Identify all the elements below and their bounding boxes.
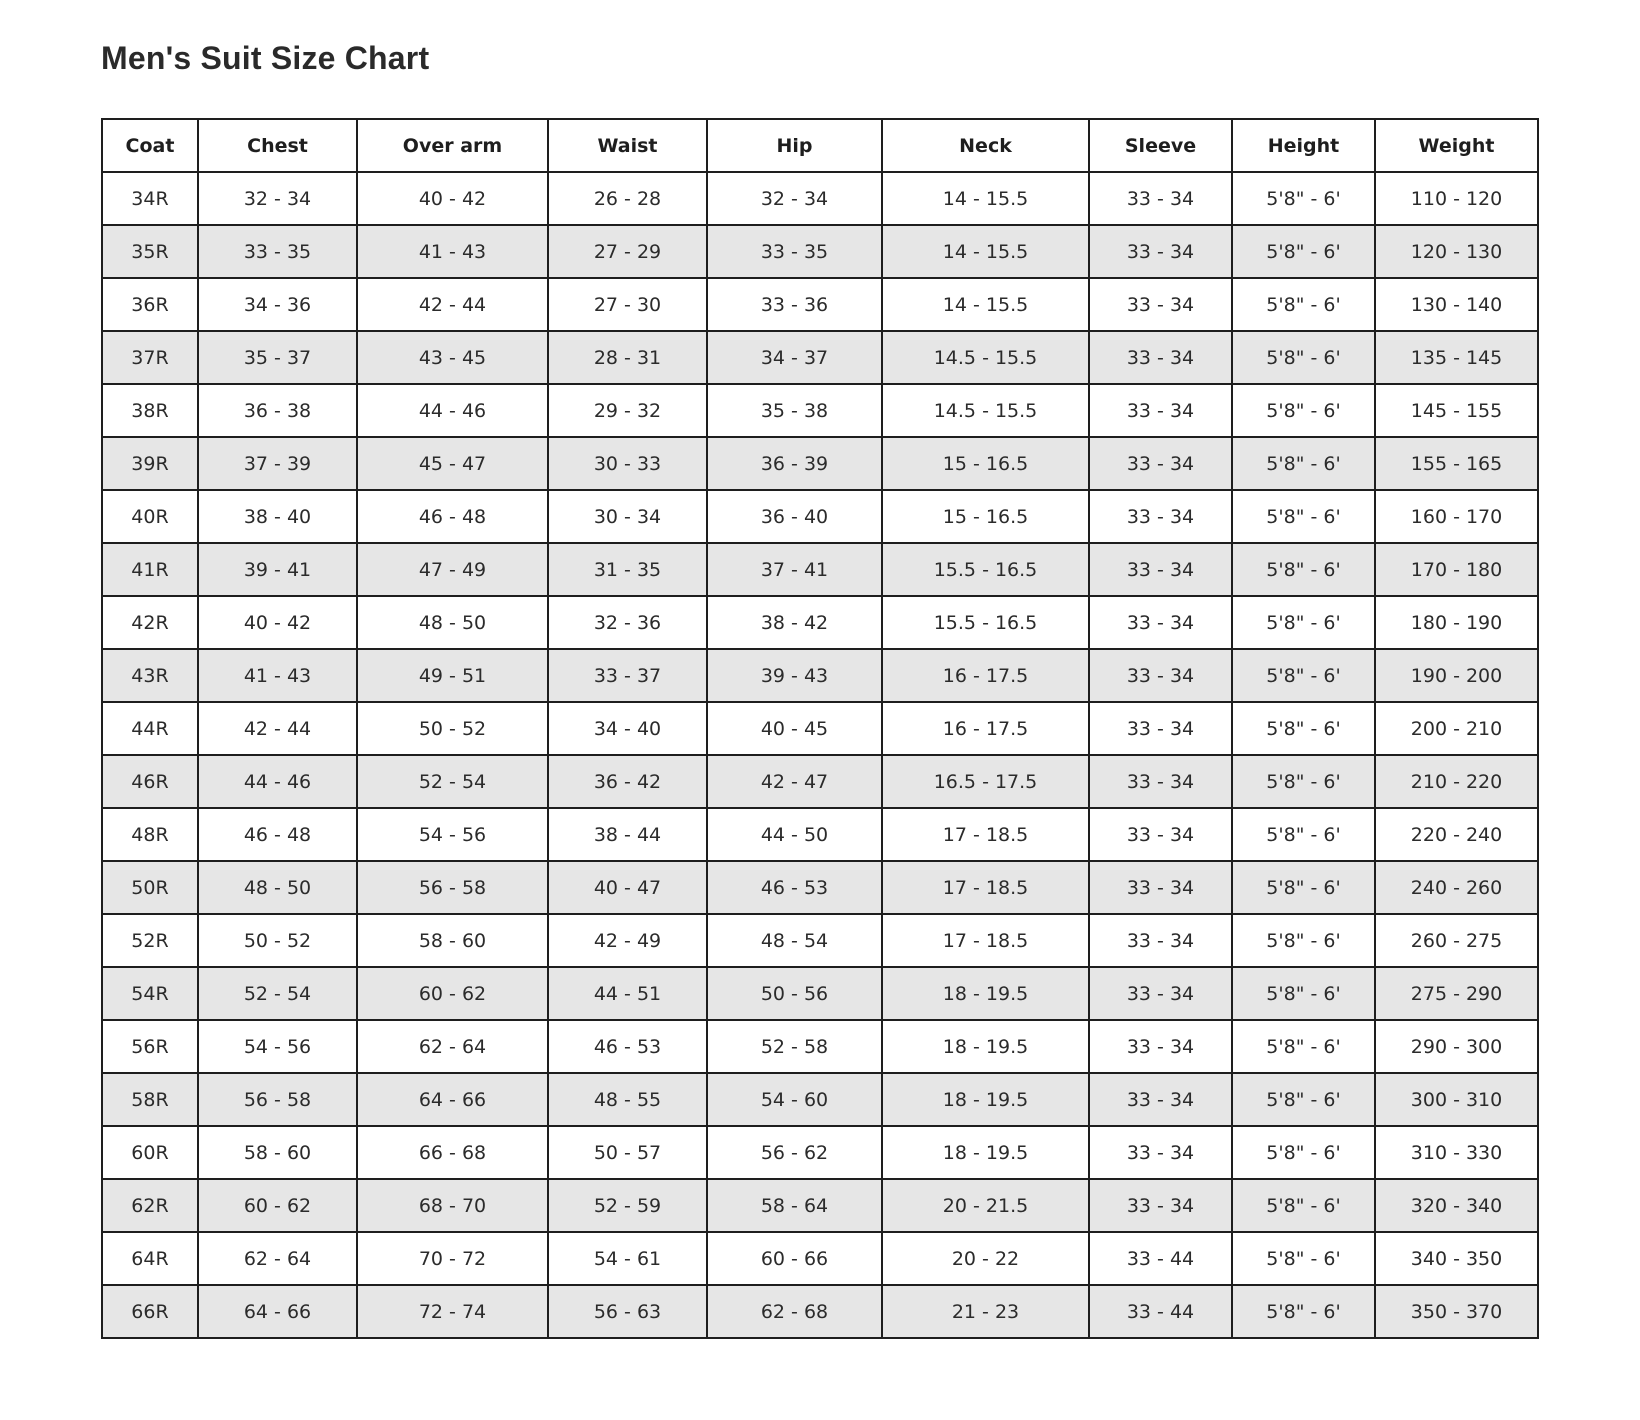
- cell-weight: 340 - 350: [1375, 1232, 1538, 1285]
- cell-coat: 36R: [102, 278, 198, 331]
- table-row: [102, 225, 1538, 278]
- cell-hip: 39 - 43: [707, 649, 882, 702]
- column-header-waist: Waist: [548, 119, 707, 172]
- cell-chest: 58 - 60: [198, 1126, 357, 1179]
- cell-hip: 54 - 60: [707, 1073, 882, 1126]
- cell-hip: 50 - 56: [707, 967, 882, 1020]
- cell-neck: 18 - 19.5: [882, 1073, 1089, 1126]
- cell-over-arm: 54 - 56: [357, 808, 548, 861]
- cell-waist: 38 - 44: [548, 808, 707, 861]
- table-body: [102, 172, 1538, 1338]
- table-row: [102, 967, 1538, 1020]
- cell-waist: 44 - 51: [548, 967, 707, 1020]
- cell-sleeve: 33 - 34: [1089, 596, 1232, 649]
- cell-sleeve: 33 - 34: [1089, 1020, 1232, 1073]
- cell-coat: 58R: [102, 1073, 198, 1126]
- cell-sleeve: 33 - 34: [1089, 1179, 1232, 1232]
- cell-sleeve: 33 - 34: [1089, 172, 1232, 225]
- cell-weight: 300 - 310: [1375, 1073, 1538, 1126]
- cell-coat: 46R: [102, 755, 198, 808]
- cell-weight: 180 - 190: [1375, 596, 1538, 649]
- cell-over-arm: 43 - 45: [357, 331, 548, 384]
- cell-hip: 40 - 45: [707, 702, 882, 755]
- cell-hip: 36 - 39: [707, 437, 882, 490]
- cell-coat: 52R: [102, 914, 198, 967]
- cell-waist: 50 - 57: [548, 1126, 707, 1179]
- cell-sleeve: 33 - 34: [1089, 649, 1232, 702]
- cell-coat: 56R: [102, 1020, 198, 1073]
- cell-sleeve: 33 - 34: [1089, 808, 1232, 861]
- cell-weight: 260 - 275: [1375, 914, 1538, 967]
- cell-hip: 44 - 50: [707, 808, 882, 861]
- cell-weight: 290 - 300: [1375, 1020, 1538, 1073]
- cell-height: 5'8" - 6': [1232, 490, 1375, 543]
- table-row: [102, 1232, 1538, 1285]
- cell-waist: 40 - 47: [548, 861, 707, 914]
- cell-hip: 33 - 36: [707, 278, 882, 331]
- cell-sleeve: 33 - 34: [1089, 278, 1232, 331]
- cell-coat: 38R: [102, 384, 198, 437]
- cell-hip: 34 - 37: [707, 331, 882, 384]
- cell-chest: 62 - 64: [198, 1232, 357, 1285]
- cell-coat: 64R: [102, 1232, 198, 1285]
- cell-waist: 34 - 40: [548, 702, 707, 755]
- cell-waist: 33 - 37: [548, 649, 707, 702]
- cell-chest: 48 - 50: [198, 861, 357, 914]
- cell-weight: 160 - 170: [1375, 490, 1538, 543]
- cell-height: 5'8" - 6': [1232, 278, 1375, 331]
- cell-coat: 40R: [102, 490, 198, 543]
- cell-height: 5'8" - 6': [1232, 1285, 1375, 1338]
- cell-neck: 14 - 15.5: [882, 172, 1089, 225]
- cell-coat: 39R: [102, 437, 198, 490]
- cell-weight: 350 - 370: [1375, 1285, 1538, 1338]
- cell-neck: 15 - 16.5: [882, 490, 1089, 543]
- cell-height: 5'8" - 6': [1232, 543, 1375, 596]
- cell-neck: 21 - 23: [882, 1285, 1089, 1338]
- cell-coat: 44R: [102, 702, 198, 755]
- cell-over-arm: 44 - 46: [357, 384, 548, 437]
- cell-neck: 17 - 18.5: [882, 808, 1089, 861]
- cell-neck: 16 - 17.5: [882, 702, 1089, 755]
- cell-height: 5'8" - 6': [1232, 967, 1375, 1020]
- column-header-coat: Coat: [102, 119, 198, 172]
- cell-sleeve: 33 - 34: [1089, 755, 1232, 808]
- cell-neck: 17 - 18.5: [882, 861, 1089, 914]
- cell-waist: 48 - 55: [548, 1073, 707, 1126]
- cell-chest: 40 - 42: [198, 596, 357, 649]
- table-row: [102, 1285, 1538, 1338]
- cell-over-arm: 41 - 43: [357, 225, 548, 278]
- cell-height: 5'8" - 6': [1232, 1232, 1375, 1285]
- cell-waist: 30 - 34: [548, 490, 707, 543]
- cell-neck: 18 - 19.5: [882, 1126, 1089, 1179]
- cell-waist: 52 - 59: [548, 1179, 707, 1232]
- cell-coat: 34R: [102, 172, 198, 225]
- cell-hip: 48 - 54: [707, 914, 882, 967]
- cell-over-arm: 52 - 54: [357, 755, 548, 808]
- cell-hip: 32 - 34: [707, 172, 882, 225]
- cell-weight: 240 - 260: [1375, 861, 1538, 914]
- cell-coat: 62R: [102, 1179, 198, 1232]
- cell-chest: 46 - 48: [198, 808, 357, 861]
- cell-hip: 60 - 66: [707, 1232, 882, 1285]
- cell-height: 5'8" - 6': [1232, 225, 1375, 278]
- cell-sleeve: 33 - 34: [1089, 490, 1232, 543]
- cell-hip: 33 - 35: [707, 225, 882, 278]
- cell-weight: 120 - 130: [1375, 225, 1538, 278]
- page-title: Men's Suit Size Chart: [101, 40, 430, 76]
- cell-coat: 42R: [102, 596, 198, 649]
- cell-chest: 56 - 58: [198, 1073, 357, 1126]
- cell-neck: 17 - 18.5: [882, 914, 1089, 967]
- cell-weight: 110 - 120: [1375, 172, 1538, 225]
- cell-height: 5'8" - 6': [1232, 1073, 1375, 1126]
- table-row: [102, 543, 1538, 596]
- cell-sleeve: 33 - 44: [1089, 1232, 1232, 1285]
- cell-waist: 31 - 35: [548, 543, 707, 596]
- table-row: [102, 755, 1538, 808]
- table-row: [102, 278, 1538, 331]
- cell-chest: 39 - 41: [198, 543, 357, 596]
- cell-hip: 35 - 38: [707, 384, 882, 437]
- column-header-over-arm: Over arm: [357, 119, 548, 172]
- cell-waist: 46 - 53: [548, 1020, 707, 1073]
- cell-chest: 37 - 39: [198, 437, 357, 490]
- cell-over-arm: 56 - 58: [357, 861, 548, 914]
- cell-height: 5'8" - 6': [1232, 172, 1375, 225]
- cell-weight: 275 - 290: [1375, 967, 1538, 1020]
- cell-weight: 170 - 180: [1375, 543, 1538, 596]
- table-row: [102, 1126, 1538, 1179]
- cell-weight: 320 - 340: [1375, 1179, 1538, 1232]
- cell-chest: 41 - 43: [198, 649, 357, 702]
- cell-sleeve: 33 - 44: [1089, 1285, 1232, 1338]
- cell-height: 5'8" - 6': [1232, 755, 1375, 808]
- cell-chest: 52 - 54: [198, 967, 357, 1020]
- table-row: [102, 702, 1538, 755]
- cell-over-arm: 48 - 50: [357, 596, 548, 649]
- cell-weight: 220 - 240: [1375, 808, 1538, 861]
- cell-waist: 56 - 63: [548, 1285, 707, 1338]
- cell-coat: 66R: [102, 1285, 198, 1338]
- cell-sleeve: 33 - 34: [1089, 543, 1232, 596]
- cell-coat: 54R: [102, 967, 198, 1020]
- table-row: [102, 649, 1538, 702]
- cell-over-arm: 62 - 64: [357, 1020, 548, 1073]
- cell-waist: 28 - 31: [548, 331, 707, 384]
- cell-over-arm: 49 - 51: [357, 649, 548, 702]
- cell-sleeve: 33 - 34: [1089, 702, 1232, 755]
- cell-height: 5'8" - 6': [1232, 384, 1375, 437]
- cell-chest: 38 - 40: [198, 490, 357, 543]
- cell-neck: 14 - 15.5: [882, 278, 1089, 331]
- cell-chest: 64 - 66: [198, 1285, 357, 1338]
- cell-chest: 42 - 44: [198, 702, 357, 755]
- cell-waist: 36 - 42: [548, 755, 707, 808]
- cell-height: 5'8" - 6': [1232, 1020, 1375, 1073]
- cell-neck: 18 - 19.5: [882, 1020, 1089, 1073]
- column-header-weight: Weight: [1375, 119, 1538, 172]
- cell-chest: 36 - 38: [198, 384, 357, 437]
- cell-hip: 42 - 47: [707, 755, 882, 808]
- table-row: [102, 861, 1538, 914]
- cell-chest: 33 - 35: [198, 225, 357, 278]
- cell-coat: 43R: [102, 649, 198, 702]
- cell-over-arm: 64 - 66: [357, 1073, 548, 1126]
- cell-weight: 135 - 145: [1375, 331, 1538, 384]
- cell-height: 5'8" - 6': [1232, 1179, 1375, 1232]
- cell-coat: 60R: [102, 1126, 198, 1179]
- table-row: [102, 808, 1538, 861]
- cell-weight: 155 - 165: [1375, 437, 1538, 490]
- cell-over-arm: 66 - 68: [357, 1126, 548, 1179]
- cell-waist: 42 - 49: [548, 914, 707, 967]
- cell-weight: 310 - 330: [1375, 1126, 1538, 1179]
- cell-over-arm: 72 - 74: [357, 1285, 548, 1338]
- cell-weight: 190 - 200: [1375, 649, 1538, 702]
- cell-waist: 27 - 29: [548, 225, 707, 278]
- cell-sleeve: 33 - 34: [1089, 861, 1232, 914]
- cell-hip: 38 - 42: [707, 596, 882, 649]
- cell-hip: 36 - 40: [707, 490, 882, 543]
- cell-weight: 200 - 210: [1375, 702, 1538, 755]
- cell-over-arm: 45 - 47: [357, 437, 548, 490]
- cell-neck: 15.5 - 16.5: [882, 596, 1089, 649]
- cell-hip: 56 - 62: [707, 1126, 882, 1179]
- cell-sleeve: 33 - 34: [1089, 1126, 1232, 1179]
- cell-coat: 35R: [102, 225, 198, 278]
- cell-neck: 16.5 - 17.5: [882, 755, 1089, 808]
- cell-height: 5'8" - 6': [1232, 808, 1375, 861]
- cell-hip: 52 - 58: [707, 1020, 882, 1073]
- cell-chest: 54 - 56: [198, 1020, 357, 1073]
- table-row: [102, 490, 1538, 543]
- cell-over-arm: 46 - 48: [357, 490, 548, 543]
- cell-height: 5'8" - 6': [1232, 914, 1375, 967]
- size-chart-table: [101, 118, 1539, 1339]
- cell-chest: 44 - 46: [198, 755, 357, 808]
- cell-sleeve: 33 - 34: [1089, 225, 1232, 278]
- cell-coat: 48R: [102, 808, 198, 861]
- cell-sleeve: 33 - 34: [1089, 967, 1232, 1020]
- cell-over-arm: 40 - 42: [357, 172, 548, 225]
- table-row: [102, 596, 1538, 649]
- cell-over-arm: 60 - 62: [357, 967, 548, 1020]
- column-header-sleeve: Sleeve: [1089, 119, 1232, 172]
- cell-chest: 60 - 62: [198, 1179, 357, 1232]
- cell-height: 5'8" - 6': [1232, 861, 1375, 914]
- cell-height: 5'8" - 6': [1232, 596, 1375, 649]
- cell-height: 5'8" - 6': [1232, 649, 1375, 702]
- cell-waist: 26 - 28: [548, 172, 707, 225]
- table-row: [102, 1179, 1538, 1232]
- cell-sleeve: 33 - 34: [1089, 914, 1232, 967]
- cell-waist: 30 - 33: [548, 437, 707, 490]
- cell-height: 5'8" - 6': [1232, 437, 1375, 490]
- cell-height: 5'8" - 6': [1232, 702, 1375, 755]
- cell-neck: 16 - 17.5: [882, 649, 1089, 702]
- cell-sleeve: 33 - 34: [1089, 437, 1232, 490]
- cell-coat: 50R: [102, 861, 198, 914]
- cell-waist: 32 - 36: [548, 596, 707, 649]
- table-row: [102, 172, 1538, 225]
- cell-chest: 32 - 34: [198, 172, 357, 225]
- cell-hip: 37 - 41: [707, 543, 882, 596]
- cell-neck: 20 - 21.5: [882, 1179, 1089, 1232]
- cell-height: 5'8" - 6': [1232, 331, 1375, 384]
- cell-neck: 14 - 15.5: [882, 225, 1089, 278]
- cell-weight: 145 - 155: [1375, 384, 1538, 437]
- cell-over-arm: 50 - 52: [357, 702, 548, 755]
- cell-coat: 41R: [102, 543, 198, 596]
- cell-sleeve: 33 - 34: [1089, 331, 1232, 384]
- cell-over-arm: 68 - 70: [357, 1179, 548, 1232]
- column-header-neck: Neck: [882, 119, 1089, 172]
- cell-waist: 54 - 61: [548, 1232, 707, 1285]
- cell-over-arm: 70 - 72: [357, 1232, 548, 1285]
- cell-chest: 50 - 52: [198, 914, 357, 967]
- cell-waist: 27 - 30: [548, 278, 707, 331]
- table-row: [102, 1073, 1538, 1126]
- cell-hip: 46 - 53: [707, 861, 882, 914]
- cell-hip: 58 - 64: [707, 1179, 882, 1232]
- cell-chest: 34 - 36: [198, 278, 357, 331]
- cell-weight: 130 - 140: [1375, 278, 1538, 331]
- cell-waist: 29 - 32: [548, 384, 707, 437]
- cell-neck: 15 - 16.5: [882, 437, 1089, 490]
- cell-weight: 210 - 220: [1375, 755, 1538, 808]
- cell-neck: 18 - 19.5: [882, 967, 1089, 1020]
- cell-chest: 35 - 37: [198, 331, 357, 384]
- table-row: [102, 331, 1538, 384]
- cell-neck: 14.5 - 15.5: [882, 331, 1089, 384]
- cell-over-arm: 42 - 44: [357, 278, 548, 331]
- table-row: [102, 437, 1538, 490]
- cell-sleeve: 33 - 34: [1089, 384, 1232, 437]
- table-row: [102, 1020, 1538, 1073]
- column-header-chest: Chest: [198, 119, 357, 172]
- cell-sleeve: 33 - 34: [1089, 1073, 1232, 1126]
- cell-hip: 62 - 68: [707, 1285, 882, 1338]
- cell-coat: 37R: [102, 331, 198, 384]
- cell-neck: 14.5 - 15.5: [882, 384, 1089, 437]
- table-header-row: [102, 119, 1538, 172]
- cell-neck: 15.5 - 16.5: [882, 543, 1089, 596]
- column-header-hip: Hip: [707, 119, 882, 172]
- table-row: [102, 384, 1538, 437]
- cell-neck: 20 - 22: [882, 1232, 1089, 1285]
- column-header-height: Height: [1232, 119, 1375, 172]
- cell-over-arm: 47 - 49: [357, 543, 548, 596]
- cell-over-arm: 58 - 60: [357, 914, 548, 967]
- table-row: [102, 914, 1538, 967]
- cell-height: 5'8" - 6': [1232, 1126, 1375, 1179]
